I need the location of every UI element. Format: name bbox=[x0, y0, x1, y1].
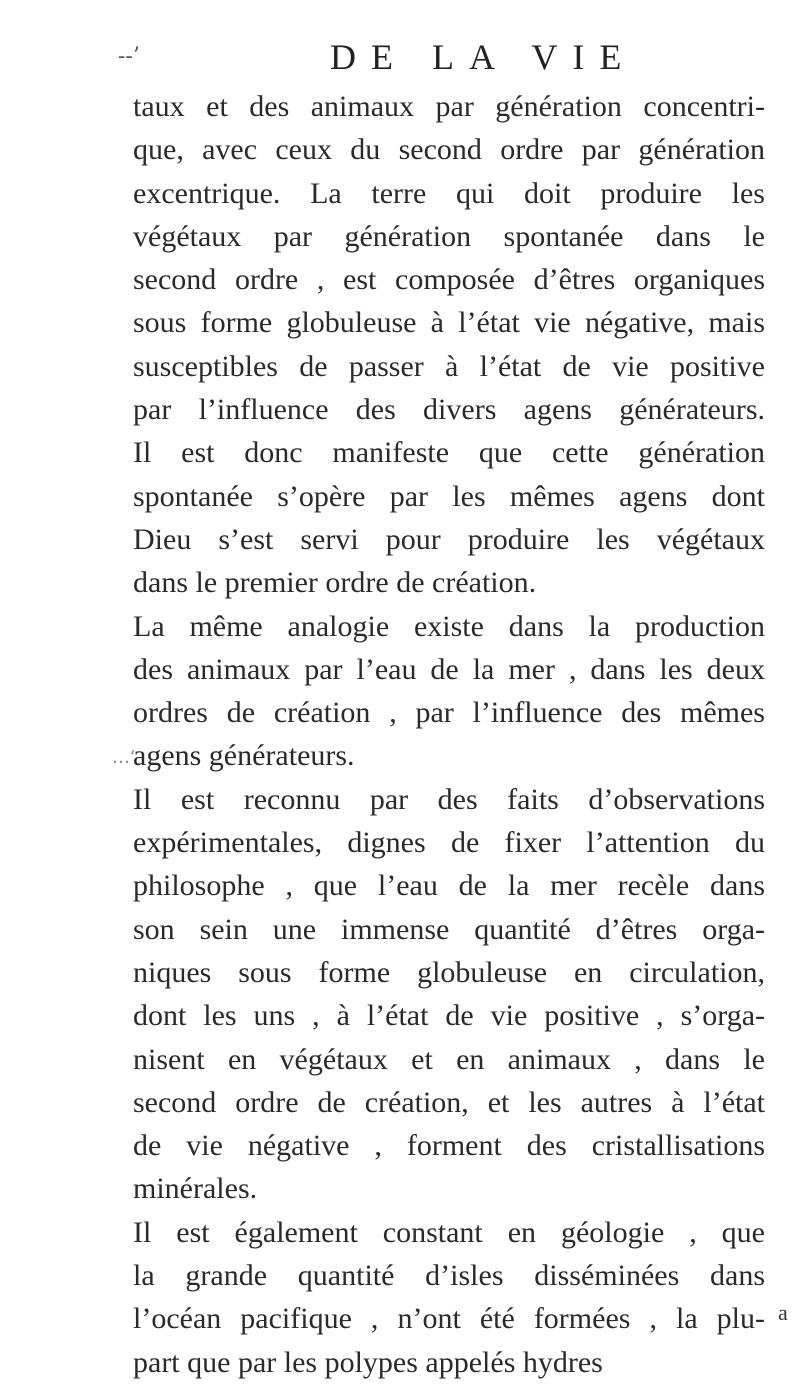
catchword-letter: a bbox=[778, 1300, 788, 1325]
page-mark: --’ bbox=[118, 44, 140, 69]
text-line: ordres de création , par l’influence des mêmes bbox=[133, 696, 765, 730]
text-line: niques sous forme globuleuse en circulation, bbox=[133, 955, 765, 989]
text-line: par l’influence des divers agens générateurs. bbox=[133, 393, 765, 427]
text-line: sous forme globuleuse à l’état vie négative, mais bbox=[133, 306, 765, 340]
text-line: nisent en végétaux et en animaux , dans le bbox=[133, 1042, 765, 1076]
text-line: part que par les polypes appelés hydres bbox=[133, 1345, 603, 1379]
text-line: Dieu s’est servi pour produire les végétaux bbox=[133, 522, 765, 556]
text-line: Il est donc manifeste que cette génération bbox=[133, 436, 765, 470]
text-line: spontanée s’opère par les mêmes agens dont bbox=[133, 479, 765, 513]
text-line: l’océan pacifique , n’ont été formées , la plu- bbox=[133, 1302, 765, 1336]
text-line: agens générateurs. bbox=[133, 739, 355, 773]
text-line: minérales. bbox=[133, 1172, 258, 1206]
text-line: Il est également constant en géologie , que bbox=[133, 1215, 765, 1249]
text-line: végétaux par génération spontanée dans le bbox=[133, 219, 765, 253]
text-line: dans le premier ordre de création. bbox=[133, 566, 537, 600]
body-text bbox=[133, 85, 765, 1384]
text-line: son sein une immense quantité d’êtres orga- bbox=[133, 912, 765, 946]
text-line: des animaux par l’eau de la mer , dans les deux bbox=[133, 652, 765, 686]
text-line: Il est reconnu par des faits d’observations bbox=[133, 782, 765, 816]
text-line: La même analogie existe dans la production bbox=[133, 609, 765, 643]
text-line: dont les uns , à l’état de vie positive , s’orga- bbox=[133, 999, 765, 1033]
text-line: la grande quantité d’isles disséminées dans bbox=[133, 1259, 765, 1293]
text-line: second ordre de création, et les autres à l’état bbox=[133, 1085, 765, 1119]
running-head: DE LA VIE bbox=[330, 37, 637, 77]
text-line: excentrique. La terre qui doit produire les bbox=[133, 176, 765, 210]
text-line: taux et des animaux par génération concentri- bbox=[133, 90, 765, 123]
text-line: philosophe , que l’eau de la mer recèle dans bbox=[133, 869, 765, 903]
text-line: que, avec ceux du second ordre par génération bbox=[133, 133, 765, 167]
text-line: de vie négative , forment des cristallisations bbox=[133, 1129, 765, 1163]
text-line: second ordre , est composée d’êtres organiques bbox=[133, 263, 765, 297]
page-header bbox=[0, 36, 800, 86]
text-line: susceptibles de passer à l’état de vie positive bbox=[133, 349, 765, 383]
margin-mark: …‘ bbox=[112, 747, 136, 768]
text-line: expérimentales, dignes de fixer l’attention du bbox=[133, 826, 765, 860]
